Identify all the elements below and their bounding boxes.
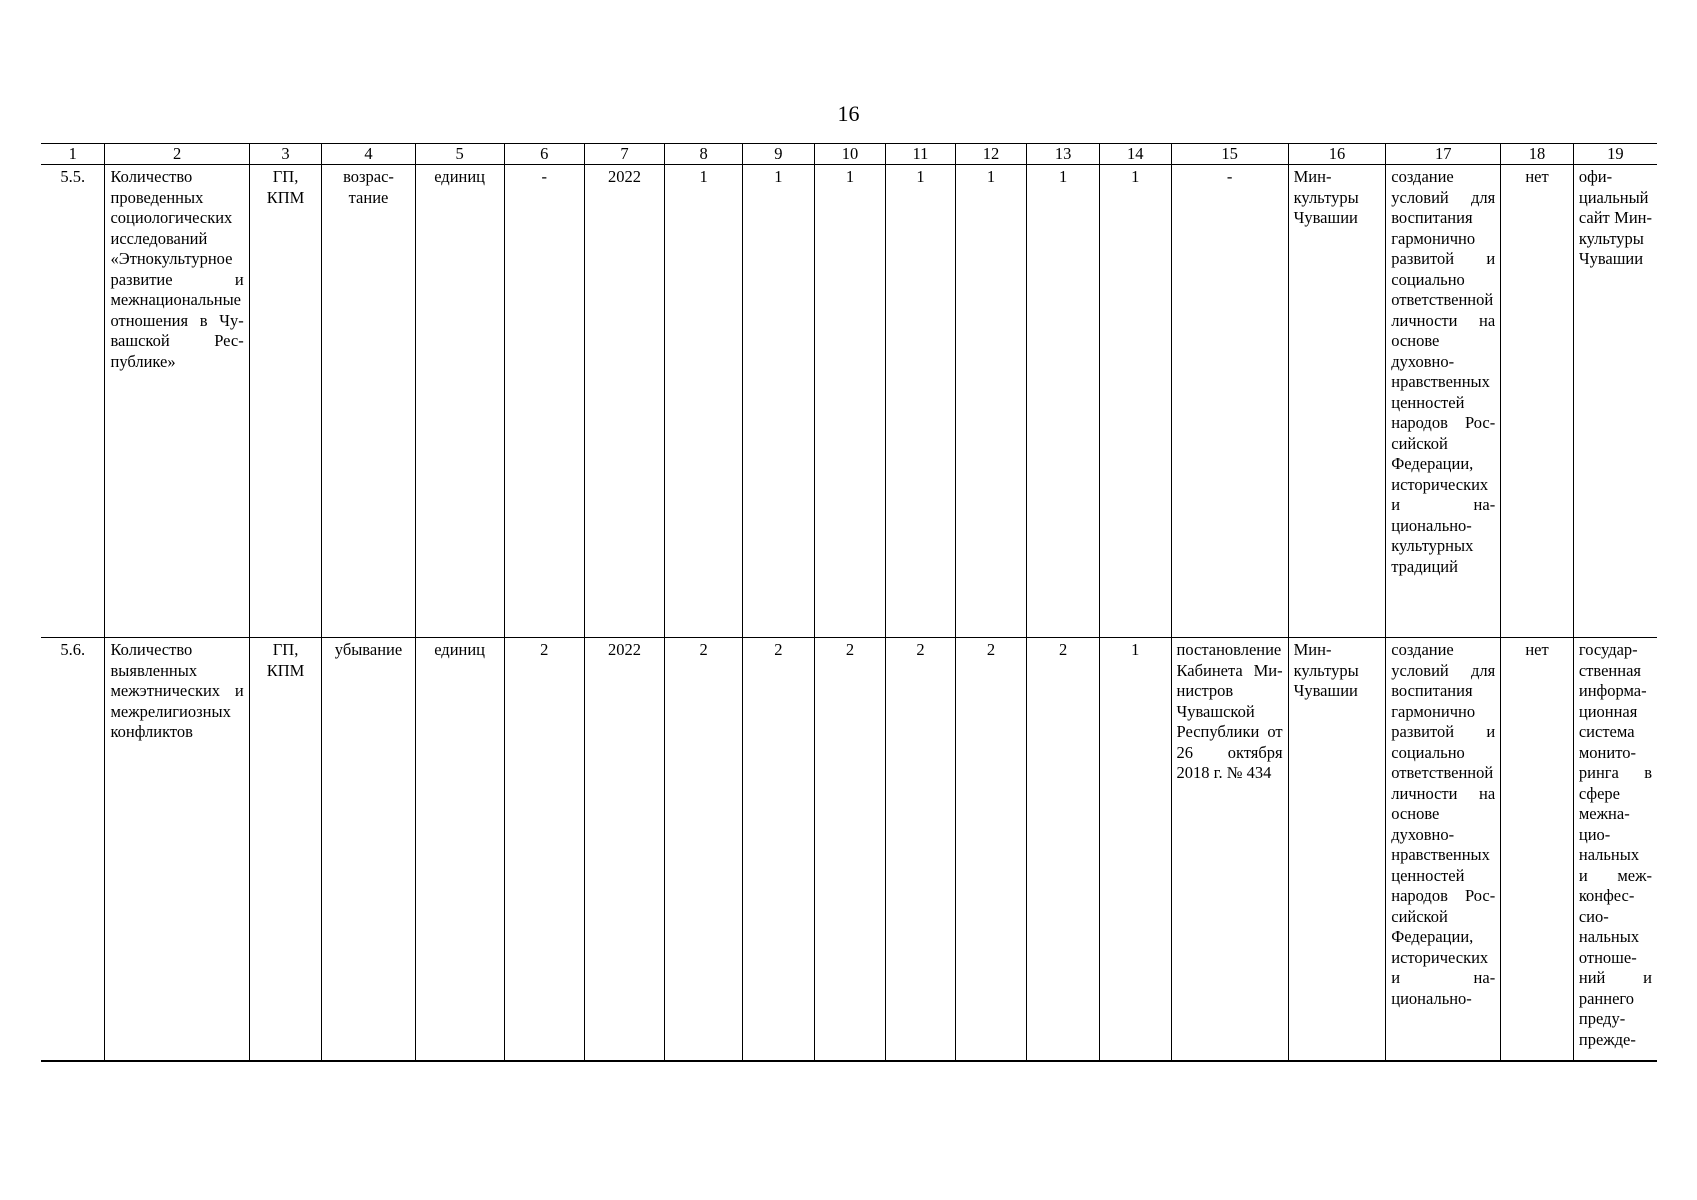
responsible: Минкультуры Чувашии xyxy=(1288,165,1386,638)
base-year: 2022 xyxy=(584,165,664,638)
method-document: постановление Кабинета Министров Чувашской Республики от 26 октября 2018 г. № 434 xyxy=(1171,638,1288,1062)
value-cell: 2 xyxy=(886,638,955,1062)
info-source: государственная информационная система мониторинга в сфере межнациональных и межконфессиональных отношений и раннего предупрежде- xyxy=(1573,638,1657,1062)
document-type: ГП, КПМ xyxy=(249,165,322,638)
flag: нет xyxy=(1501,638,1574,1062)
column-header: 14 xyxy=(1099,144,1171,165)
trend: возрастание xyxy=(322,165,415,638)
value-cell: 1 xyxy=(814,165,886,638)
column-header: 19 xyxy=(1573,144,1657,165)
value-cell: 2 xyxy=(1027,638,1100,1062)
column-header: 7 xyxy=(584,144,664,165)
column-header: 3 xyxy=(249,144,322,165)
unit: единиц xyxy=(415,165,504,638)
column-header: 15 xyxy=(1171,144,1288,165)
value-cell: 1 xyxy=(665,165,743,638)
column-header: 18 xyxy=(1501,144,1574,165)
goal-link: создание условий для воспитания гармонично развитой и социально ответственной личности на основе духовно-нравственных ценностей народов Российской Федерации, исторических и национально- xyxy=(1386,638,1501,1062)
info-source: официальный сайт Минкультуры Чувашии xyxy=(1573,165,1657,638)
indicators-table xyxy=(41,143,1657,1062)
flag: нет xyxy=(1501,165,1574,638)
column-header: 2 xyxy=(105,144,249,165)
row-number: 5.5. xyxy=(41,165,105,638)
column-header: 6 xyxy=(504,144,584,165)
value-cell: 1 xyxy=(955,165,1027,638)
value-cell: 1 xyxy=(743,165,815,638)
indicator-name: Количество проведенных социологических исследований «Этнокультурное развитие и межнациональные отношения в Чувашской Республике» xyxy=(105,165,249,638)
value-cell: 2 xyxy=(665,638,743,1062)
document-type: ГП, КПМ xyxy=(249,638,322,1062)
value-cell: 1 xyxy=(1099,638,1171,1062)
value-cell: 2 xyxy=(955,638,1027,1062)
responsible: Минкультуры Чувашии xyxy=(1288,638,1386,1062)
column-header: 1 xyxy=(41,144,105,165)
base-value: - xyxy=(504,165,584,638)
column-header: 8 xyxy=(665,144,743,165)
column-header: 17 xyxy=(1386,144,1501,165)
value-cell: 1 xyxy=(1027,165,1100,638)
column-header: 10 xyxy=(814,144,886,165)
column-header: 13 xyxy=(1027,144,1100,165)
value-cell: 2 xyxy=(743,638,815,1062)
column-header: 9 xyxy=(743,144,815,165)
indicator-name: Количество выявленных межэтнических и межрелигиозных конфликтов xyxy=(105,638,249,1062)
table-row xyxy=(41,638,1657,1062)
unit: единиц xyxy=(415,638,504,1062)
page-number: 16 xyxy=(837,101,860,126)
goal-link: создание условий для воспитания гармонично развитой и социально ответственной личности на основе духовно-нравственных ценностей народов Российской Федерации, исторических и национально-культурных традиций xyxy=(1386,165,1501,638)
value-cell: 1 xyxy=(1099,165,1171,638)
row-number: 5.6. xyxy=(41,638,105,1062)
table-row xyxy=(41,165,1657,638)
trend: убывание xyxy=(322,638,415,1062)
column-header: 16 xyxy=(1288,144,1386,165)
method-document: - xyxy=(1171,165,1288,638)
base-value: 2 xyxy=(504,638,584,1062)
column-header: 5 xyxy=(415,144,504,165)
column-header: 4 xyxy=(322,144,415,165)
base-year: 2022 xyxy=(584,638,664,1062)
column-number-row xyxy=(41,144,1657,165)
value-cell: 2 xyxy=(814,638,886,1062)
column-header: 12 xyxy=(955,144,1027,165)
column-header: 11 xyxy=(886,144,955,165)
value-cell: 1 xyxy=(886,165,955,638)
